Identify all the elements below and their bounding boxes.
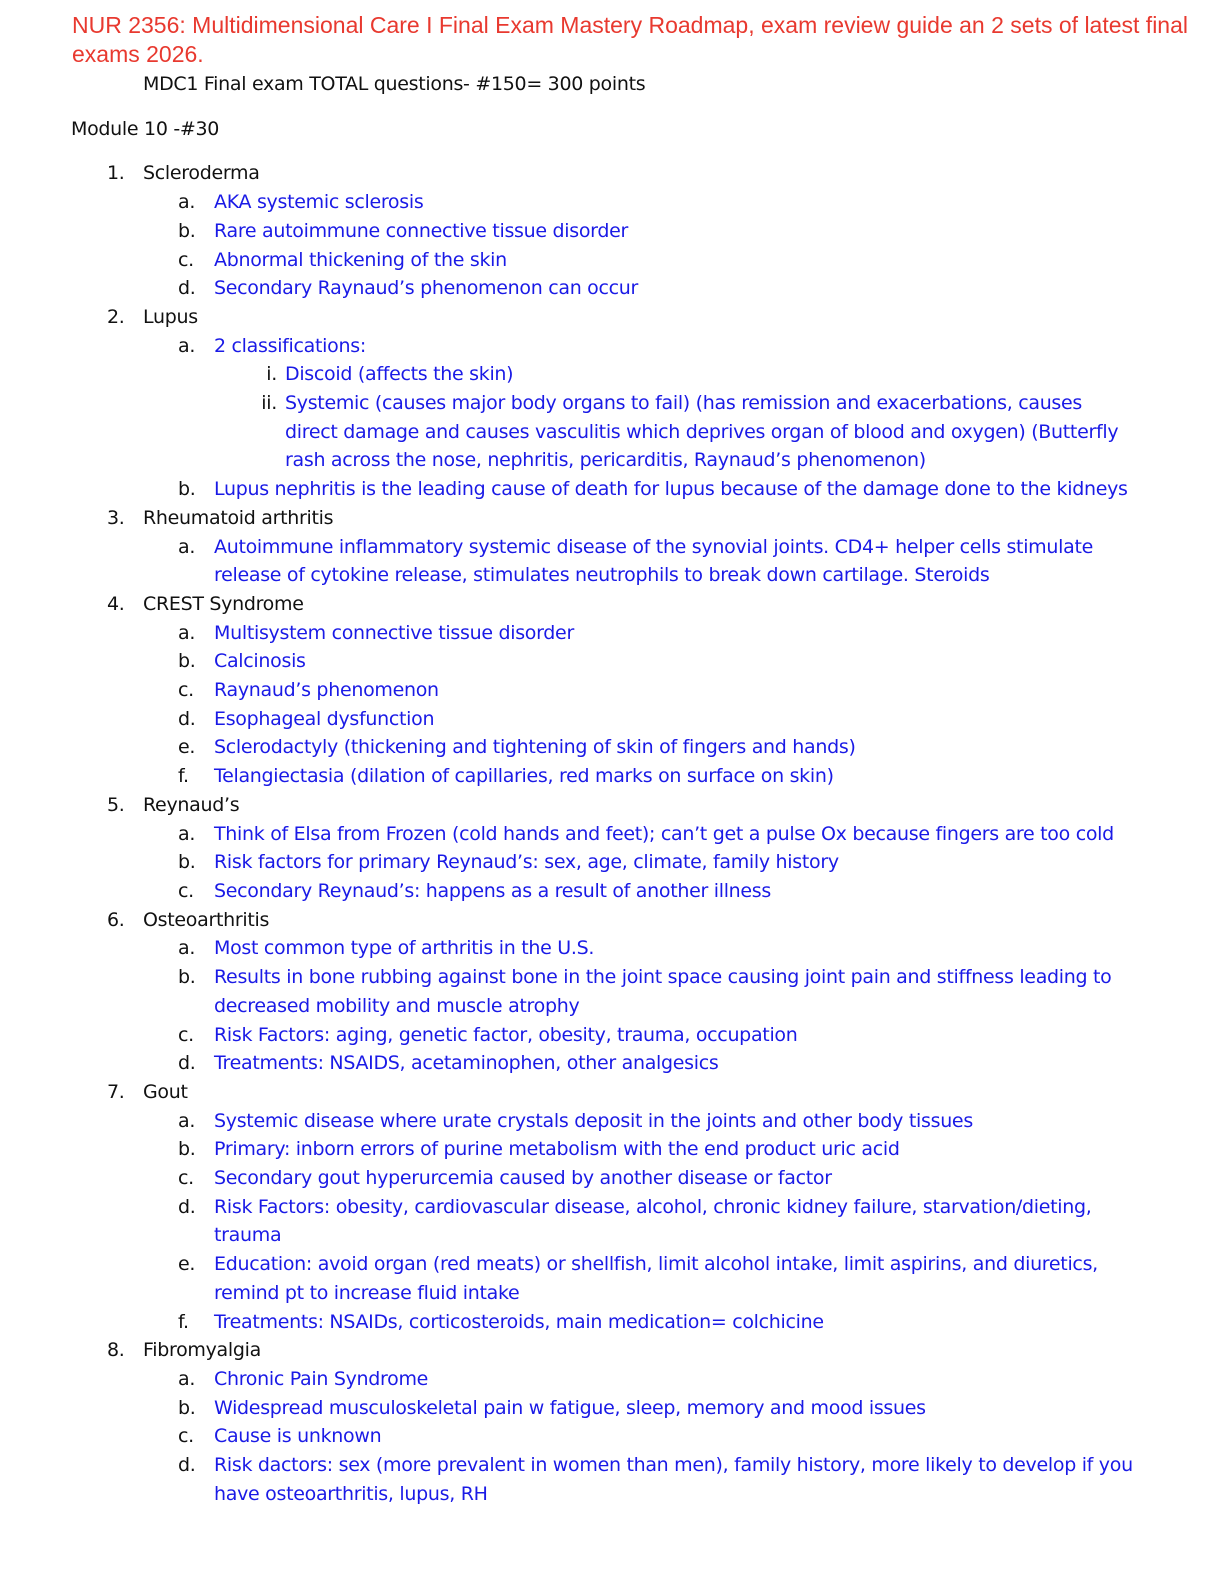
subitem-label: a. [178,191,196,214]
subitem-label: b. [178,1138,196,1161]
exam-subtitle: MDC1 Final exam TOTAL questions- #150= 300 points [143,73,646,95]
section-title: Scleroderma [143,162,260,185]
subitem-label: b. [178,1396,196,1419]
subitem [0,332,1224,361]
subitem-text: Autoimmune inflammatory systemic disease of the synovial joints. CD4+ helper cells stimulate release of cytokine release, stimulates neutrophils to break down cartilage. Steroids [214,535,1093,587]
subitem [0,188,1224,217]
nested-subitem [0,360,1224,389]
subitem [0,1107,1224,1136]
subitem [0,246,1224,275]
section-number: 7. [107,1080,125,1103]
nested-subitem-text: Systemic (causes major body organs to fail) (has remission and exacerbations, causes direct damage and causes vasculitis which deprives organ of blood and oxygen) (Butterfly rash across the nose, nephritis, pericarditis, Raynaud’s phenomenon) [285,392,1119,472]
subitem [0,963,1224,1020]
section-item [0,159,1224,188]
subitem-text: Education: avoid organ (red meats) or shellfish, limit alcohol intake, limit aspirins, and diuretics, remind pt to increase fluid intake [214,1253,1098,1304]
section-item [0,590,1224,619]
subitem-label: c. [178,879,194,902]
subitem-label: b. [178,219,196,242]
subitem-label: f. [178,765,189,788]
subitem [0,217,1224,246]
subitem-text: Risk Factors: aging, genetic factor, obesity, trauma, occupation [214,1023,798,1046]
subitem-label: a. [178,1367,196,1390]
subitem-label: c. [178,1167,194,1190]
subitem-label: a. [178,334,196,357]
subitem-label: c. [178,1023,194,1046]
section-number: 3. [107,506,125,529]
section-title: Lupus [143,305,198,328]
section-title: Rheumatoid arthritis [143,506,334,529]
subitem-label: a. [178,535,196,558]
subitem-text: Treatments: NSAIDs, corticosteroids, main medication= colchicine [214,1310,824,1333]
subitem [0,1250,1224,1307]
subitem [0,1021,1224,1050]
outline-list [0,159,1224,1508]
document-body [0,70,1224,1508]
subitem-label: b. [178,478,196,501]
subitem [0,676,1224,705]
subitem-text: Sclerodactyly (thickening and tightening of skin of fingers and hands) [214,736,856,759]
section-item [0,303,1224,332]
subitem-label: e. [178,1253,196,1276]
subitem-label: b. [178,650,196,673]
subitem-text: Calcinosis [214,650,306,673]
subitem-text: Risk Factors: obesity, cardiovascular disease, alcohol, chronic kidney failure, starvation/dieting, trauma [214,1195,1092,1247]
subitem-text: Most common type of arthritis in the U.S. [214,937,595,960]
subitem-label: c. [178,248,194,271]
section-title: Reynaud’s [143,793,240,816]
section-number: 4. [107,592,125,615]
subitem-label: d. [178,1454,196,1477]
subitem-text: Risk factors for primary Reynaud’s: sex, age, climate, family history [214,851,839,874]
module-heading: Module 10 -#30 [71,117,220,140]
subitem [0,1394,1224,1423]
subitem-text: Abnormal thickening of the skin [214,248,507,271]
subitem [0,475,1224,504]
subitem-label: b. [178,851,196,874]
subitem [0,733,1224,762]
subitem [0,1164,1224,1193]
subitem [0,877,1224,906]
subitem [0,1308,1224,1337]
subitem [0,619,1224,648]
subitem-label: c. [178,679,194,702]
section-item [0,504,1224,533]
section-item [0,1078,1224,1107]
subitem-label: b. [178,966,196,989]
section-title: Osteoarthritis [143,908,270,931]
subitem-text: Raynaud’s phenomenon [214,679,439,702]
subitem-label: a. [178,1109,196,1132]
subitem [0,1365,1224,1394]
subitem [0,647,1224,676]
subitem-label: f. [178,1310,189,1333]
subitem-label: e. [178,736,196,759]
subitem-text: Secondary gout hyperurcemia caused by another disease or factor [214,1167,832,1190]
subitem-text: AKA systemic sclerosis [214,191,424,214]
subitem [0,1135,1224,1164]
subitem-text: Treatments: NSAIDS, acetaminophen, other analgesics [214,1052,719,1075]
subitem-text: Lupus nephritis is the leading cause of death for lupus because of the damage done to the kidneys [214,478,1128,501]
subitem-text: Widespread musculoskeletal pain w fatigue, sleep, memory and mood issues [214,1396,926,1419]
subitem [0,1049,1224,1078]
section-number: 5. [107,793,125,816]
subitem [0,705,1224,734]
section-item [0,791,1224,820]
subitem-text: Primary: inborn errors of purine metabolism with the end product uric acid [214,1138,900,1161]
subitem [0,533,1224,590]
subitem-text: Risk dactors: sex (more prevalent in women than men), family history, more likely to develop if you have osteoarthritis, lupus, RH [214,1454,1133,1505]
nested-subitem [0,389,1224,475]
subitem-text: Results in bone rubbing against bone in the joint space causing joint pain and stiffness leading to decreased mobility and muscle atrophy [214,966,1112,1017]
section-title: Fibromyalgia [143,1339,261,1362]
subitem-label: c. [178,1425,194,1448]
section-item [0,1336,1224,1365]
subitem [0,274,1224,303]
section-number: 1. [107,162,125,185]
banner-title: NUR 2356: Multidimensional Care I Final Exam Mastery Roadmap, exam review guide an 2 sets of latest final exams 2026. [72,12,1188,67]
subitem-label: a. [178,937,196,960]
subitem-text: Telangiectasia (dilation of capillaries, red marks on surface on skin) [214,765,834,788]
subitem-text: Secondary Reynaud’s: happens as a result of another illness [214,879,772,902]
subitem-text: Rare autoimmune connective tissue disorder [214,219,629,242]
subitem-label: d. [178,277,196,300]
subitem [0,1193,1224,1250]
subitem [0,934,1224,963]
section-title: CREST Syndrome [143,592,304,615]
subitem-label: d. [178,1195,196,1218]
subitem [0,820,1224,849]
subitem [0,762,1224,791]
subitem-text: Think of Elsa from Frozen (cold hands and feet); can’t get a pulse Ox because fingers are too cold [214,822,1114,845]
subitem [0,1451,1224,1508]
subitem [0,1422,1224,1451]
subitem-label: a. [178,822,196,845]
nested-subitem-label: ii. [261,392,277,415]
subitem-label: d. [178,1052,196,1075]
subitem-text: Cause is unknown [214,1425,382,1448]
subitem-text: Systemic disease where urate crystals deposit in the joints and other body tissues [214,1109,973,1132]
subitem-text: Esophageal dysfunction [214,707,435,730]
section-number: 2. [107,305,125,328]
subitem-text: 2 classifications: [214,334,366,357]
nested-subitem-label: i. [266,363,277,386]
subitem-text: Secondary Raynaud’s phenomenon can occur [214,277,639,300]
section-item [0,906,1224,935]
section-title: Gout [143,1080,188,1103]
subitem-label: a. [178,621,196,644]
section-number: 6. [107,908,125,931]
subitem-text: Chronic Pain Syndrome [214,1367,429,1390]
subitem-label: d. [178,707,196,730]
section-number: 8. [107,1339,125,1362]
nested-subitem-text: Discoid (affects the skin) [285,363,514,386]
subitem [0,848,1224,877]
subitem-text: Multisystem connective tissue disorder [214,621,574,644]
